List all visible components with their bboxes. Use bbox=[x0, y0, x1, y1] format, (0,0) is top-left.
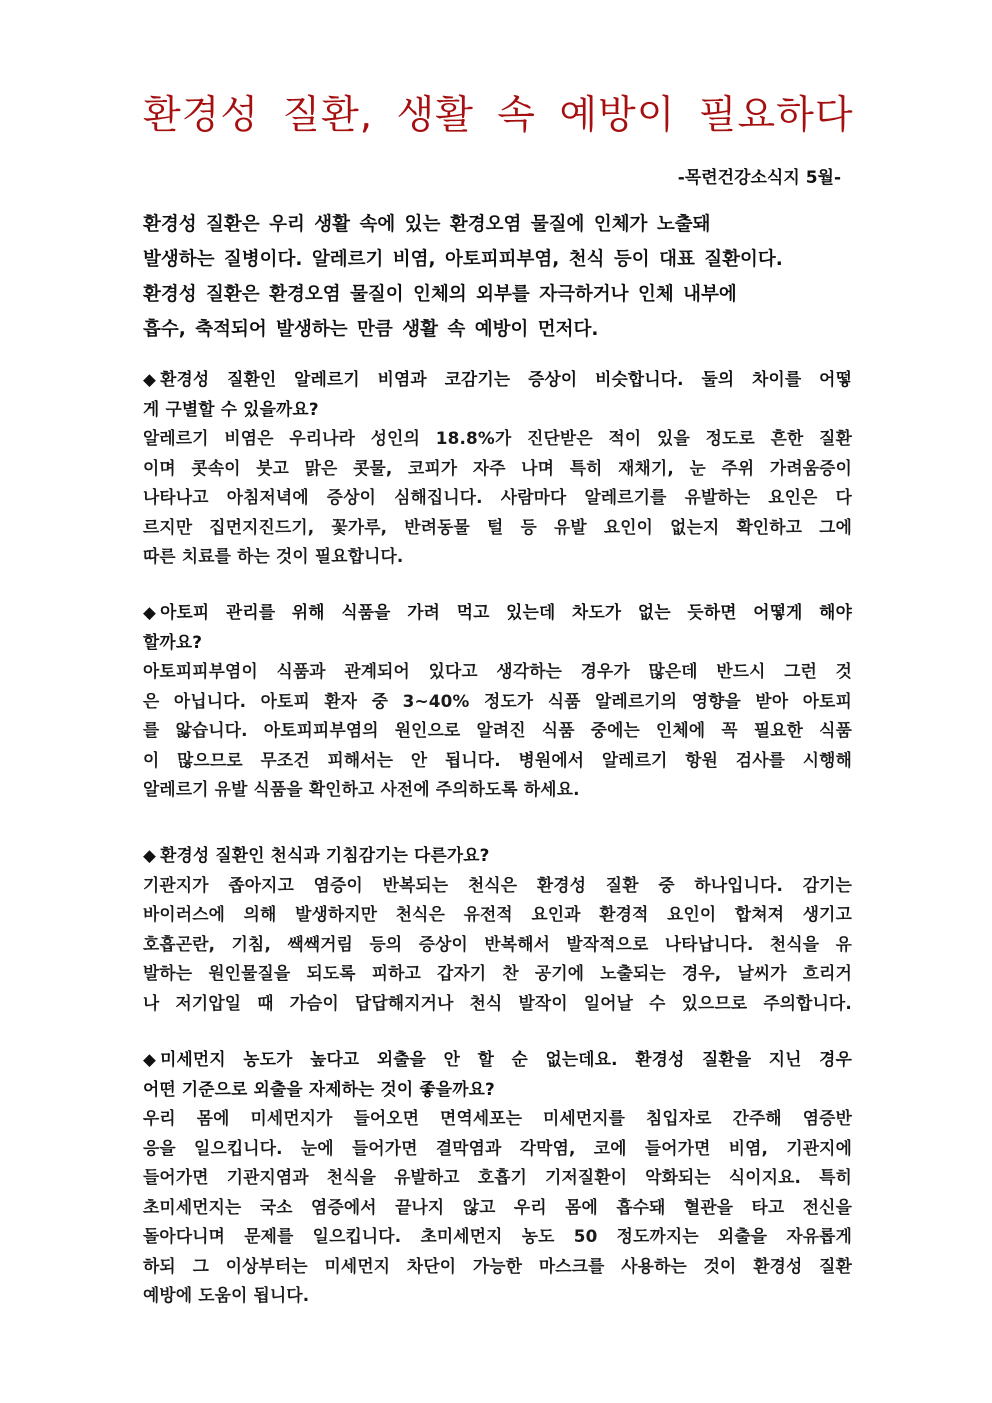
question-line: 어떤 기준으로 외출을 자제하는 것이 좋을까요? bbox=[143, 1078, 495, 1099]
answer-line: 르지만 집먼지진드기, 꽃가루, 반려동물 털 등 유발 요인이 없는지 확인하고 그에 bbox=[143, 516, 852, 537]
answer-line: 알레르기 유발 식품을 확인하고 사전에 주의하도록 하세요. bbox=[143, 779, 580, 799]
answer-line: 기관지가 좁아지고 염증이 반복되는 천식은 환경성 질환 중 하나입니다. 감기는 bbox=[143, 874, 852, 895]
answer-line: 따른 치료를 하는 것이 필요합니다. bbox=[143, 546, 404, 566]
page-title: 환경성 질환, 생활 속 예방이 필요하다 bbox=[143, 93, 854, 138]
answer-line: 예방에 도움이 됩니다. bbox=[143, 1285, 310, 1305]
intro-line: 환경성 질환은 우리 생활 속에 있는 환경오염 물질에 인체가 노출돼 bbox=[143, 214, 711, 235]
answer-line: 하되 그 이상부터는 미세먼지 차단이 가능한 마스크를 사용하는 것이 환경성 질환 bbox=[143, 1255, 852, 1276]
answer-line: 알레르기 비염은 우리나라 성인의 18.8%가 진단받은 적이 있을 정도로 흔한 질환 bbox=[143, 428, 852, 448]
question-line: ◆ 환경성 질환인 천식과 기침감기는 다른가요? bbox=[143, 841, 852, 871]
qa-section-4 bbox=[143, 1045, 852, 1311]
answer-line: 바이러스에 의해 발생하지만 천식은 유전적 요인과 환경적 요인이 합쳐져 생기고 bbox=[143, 904, 852, 924]
answer-line: 들어가면 기관지염과 천식을 유발하고 호흡기 기저질환이 악화되는 식이지요. 특히 bbox=[143, 1167, 852, 1187]
intro-line: 흡수, 축적되어 발생하는 만큼 생활 속 예방이 먼저다. bbox=[143, 319, 599, 340]
qa-section-1 bbox=[143, 365, 852, 572]
answer-line: 를 앓습니다. 아토피피부염의 원인으로 알려진 식품 중에는 인체에 꼭 필요한 식품 bbox=[143, 720, 852, 740]
answer-line: 나 저기압일 때 가슴이 답답해지거나 천식 발작이 일어날 수 있으므로 주의합니다. bbox=[143, 992, 852, 1013]
answer-line: 은 아닙니다. 아토피 환자 중 3~40% 정도가 식품 알레르기의 영향을 받아 아토피 bbox=[143, 690, 852, 711]
answer-line: 응을 일으킵니다. 눈에 들어가면 결막염과 각막염, 코에 들어가면 비염, 기관지에 bbox=[143, 1137, 852, 1158]
diamond-bullet-icon: ◆ bbox=[143, 369, 157, 389]
answer-line: 호흡곤란, 기침, 쌕쌕거림 등의 증상이 반복해서 발작적으로 나타납니다. 천식을 유 bbox=[143, 933, 852, 954]
diamond-bullet-icon: ◆ bbox=[143, 845, 157, 865]
intro-paragraph bbox=[143, 207, 853, 347]
answer-line: 이 많으므로 무조건 피해서는 안 됩니다. 병원에서 알레르기 항원 검사를 시행해 bbox=[143, 749, 852, 770]
question-line: ◆ 환경성 질환인 알레르기 비염과 코감기는 증상이 비슷합니다. 둘의 차이를 어떻 bbox=[143, 365, 852, 395]
diamond-bullet-icon: ◆ bbox=[143, 1049, 157, 1069]
qa-section-2 bbox=[143, 598, 852, 805]
diamond-bullet-icon: ◆ bbox=[143, 602, 157, 622]
answer-line: 초미세먼지는 국소 염증에서 끝나지 않고 우리 몸에 흡수돼 혈관을 타고 전신을 bbox=[143, 1196, 852, 1217]
answer-line: 아토피피부염이 식품과 관계되어 있다고 생각하는 경우가 많은데 반드시 그런 것 bbox=[143, 661, 852, 681]
question-line: ◆ 아토피 관리를 위해 식품을 가려 먹고 있는데 차도가 없는 듯하면 어떻게 해야 bbox=[143, 598, 852, 628]
answer-line: 우리 몸에 미세먼지가 들어오면 면역세포는 미세먼지를 침입자로 간주해 염증반 bbox=[143, 1108, 852, 1128]
question-line: 할까요? bbox=[143, 631, 203, 652]
answer-line: 나타나고 아침저녁에 증상이 심해집니다. 사람마다 알레르기를 유발하는 요인은 다 bbox=[143, 487, 852, 507]
intro-line: 환경성 질환은 환경오염 물질이 인체의 외부를 자극하거나 인체 내부에 bbox=[143, 284, 737, 305]
intro-line: 발생하는 질병이다. 알레르기 비염, 아토피피부염, 천식 등이 대표 질환이다. bbox=[143, 249, 783, 270]
answer-line: 이며 콧속이 붓고 맑은 콧물, 코피가 자주 나며 특히 재채기, 눈 주위 가려움증이 bbox=[143, 457, 852, 478]
answer-line: 발하는 원인물질을 되도록 피하고 갑자기 찬 공기에 노출되는 경우, 날씨가 흐리거 bbox=[143, 963, 852, 983]
qa-section-3 bbox=[143, 841, 852, 1018]
question-line: ◆ 미세먼지 농도가 높다고 외출을 안 할 순 없는데요. 환경성 질환을 지닌 경우 bbox=[143, 1045, 852, 1075]
source-label: -목련건강소식지 5월- bbox=[677, 168, 841, 188]
answer-line: 돌아다니며 문제를 일으킵니다. 초미세먼지 농도 50 정도까지는 외출을 자유롭게 bbox=[143, 1226, 852, 1246]
question-line: 게 구별할 수 있을까요? bbox=[143, 398, 319, 419]
